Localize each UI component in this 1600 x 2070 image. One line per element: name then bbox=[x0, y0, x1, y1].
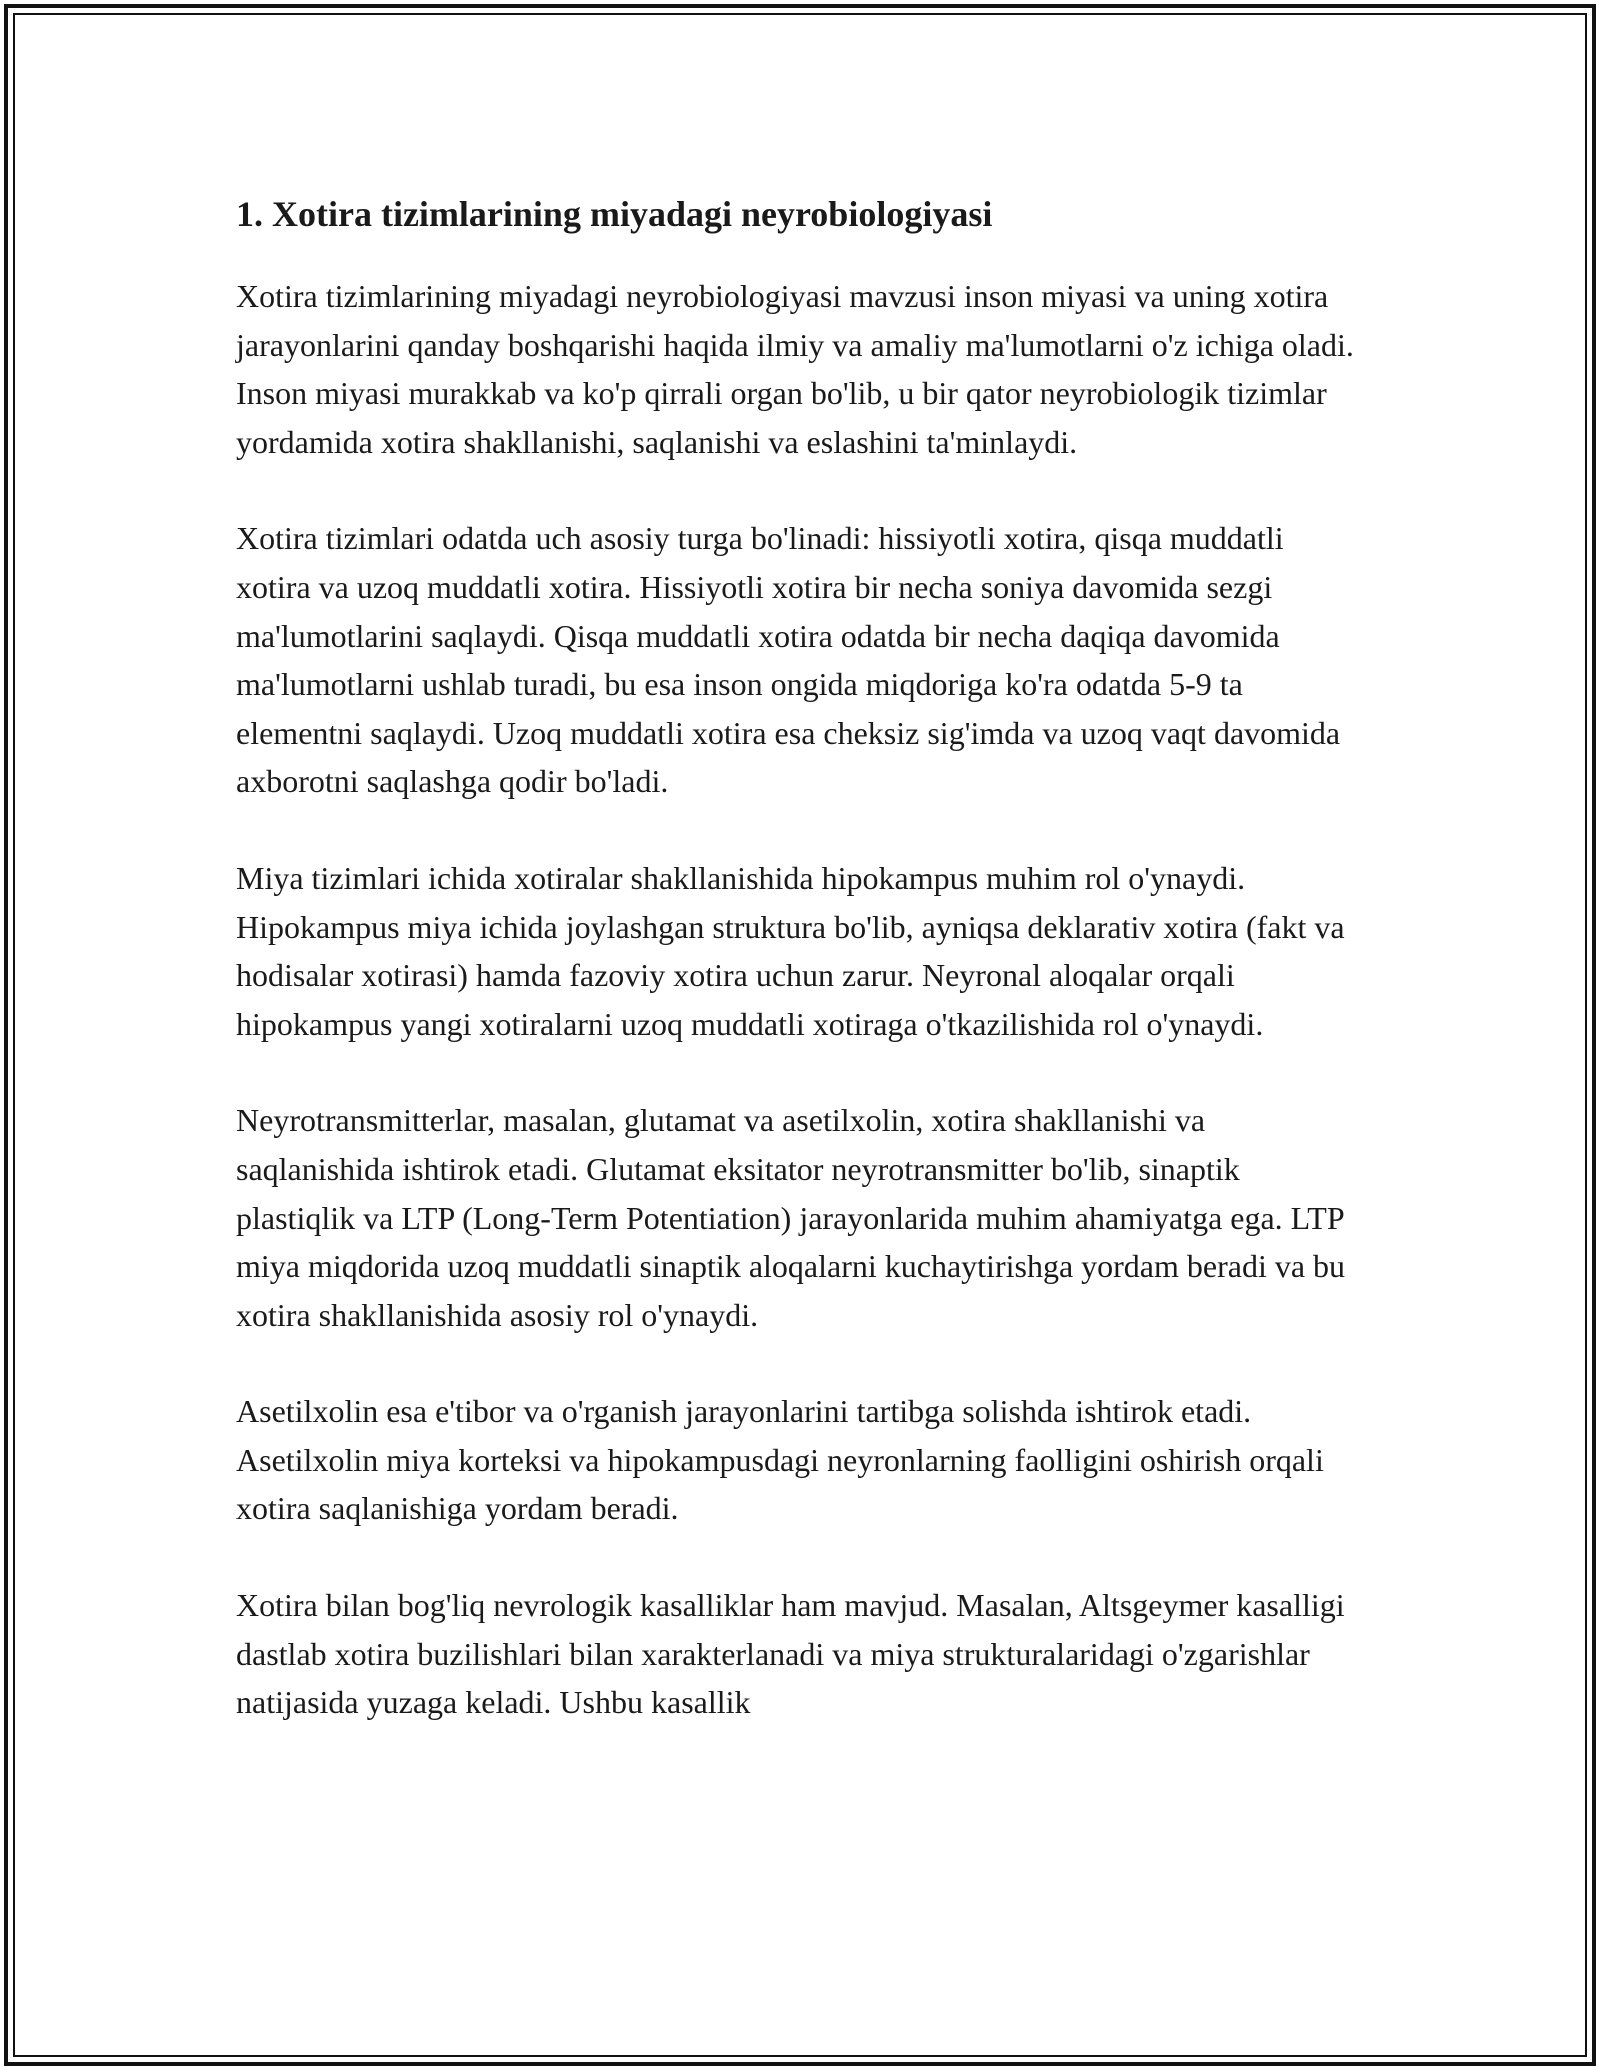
paragraph: Xotira tizimlari odatda uch asosiy turga bo'linadi: hissiyotli xotira, qisqa muddatli xotira va uzoq muddatli xotira. Hissiyotli xotira bir necha soniya davomida sezgi ma'lumotlarini saqlaydi. Qisqa muddatli xotira odatda bir necha daqiqa davomida ma'lumotlarni ushlab turadi, bu esa inson ongida miqdoriga ko'ra odatda 5-9 ta elementni saqlaydi. Uzoq muddatli xotira esa cheksiz sig'imda va uzoq vaqt davomida axborotni saqlashga qodir bo'ladi. bbox=[236, 520, 1341, 800]
document-body bbox=[236, 186, 1366, 1775]
paragraph: Miya tizimlari ichida xotiralar shakllanishida hipokampus muhim rol o'ynaydi. Hipokampus miya ichida joylashgan struktura bo'lib, ayniqsa deklarativ xotira (fakt va hodisalar xotirasi) hamda fazoviy xotira uchun zarur. Neyronal aloqalar orqali hipokampus yangi xotiralarni uzoq muddatli xotiraga o'tkazilishida rol o'ynaydi. bbox=[236, 859, 1345, 1042]
paragraph: Xotira tizimlarining miyadagi neyrobiologiyasi mavzusi inson miyasi va uning xotira jarayonlarini qanday boshqarishi haqida ilmiy va amaliy ma'lumotlarni o'z ichiga oladi. Inson miyasi murakkab va ko'p qirrali organ bo'lib, u bir qator neyrobiologik tizimlar yordamida xotira shakllanishi, saqlanishi va eslashini ta'minlaydi. bbox=[236, 278, 1354, 460]
paragraph: Asetilxolin esa e'tibor va o'rganish jarayonlarini tartibga solishda ishtirok etadi. Asetilxolin miya korteksi va hipokampusdagi neyronlarning faolligini oshirish orqali xotira saqlanishiga yordam beradi. bbox=[236, 1393, 1324, 1527]
paragraph: Xotira bilan bog'liq nevrologik kasalliklar ham mavjud. Masalan, Altsgeymer kasalligi dastlab xotira buzilishlari bilan xarakterlanadi va miya strukturalaridagi o'zgarishlar natijasida yuzaga keladi. Ushbu kasallik bbox=[236, 1587, 1345, 1721]
section-heading: 1. Xotira tizimlarining miyadagi neyrobiologiyasi bbox=[236, 194, 993, 234]
paragraph: Neyrotransmitterlar, masalan, glutamat va asetilxolin, xotira shakllanishi va saqlanishida ishtirok etadi. Glutamat eksitator neyrotransmitter bo'lib, sinaptik plastiqlik va LTP (Long-Term Potentiation) jarayonlarida muhim ahamiyatga ega. LTP miya miqdorida uzoq muddatli sinaptik aloqalarni kuchaytirishga yordam beradi va bu xotira shakllanishida asosiy rol o'ynaydi. bbox=[236, 1102, 1346, 1333]
